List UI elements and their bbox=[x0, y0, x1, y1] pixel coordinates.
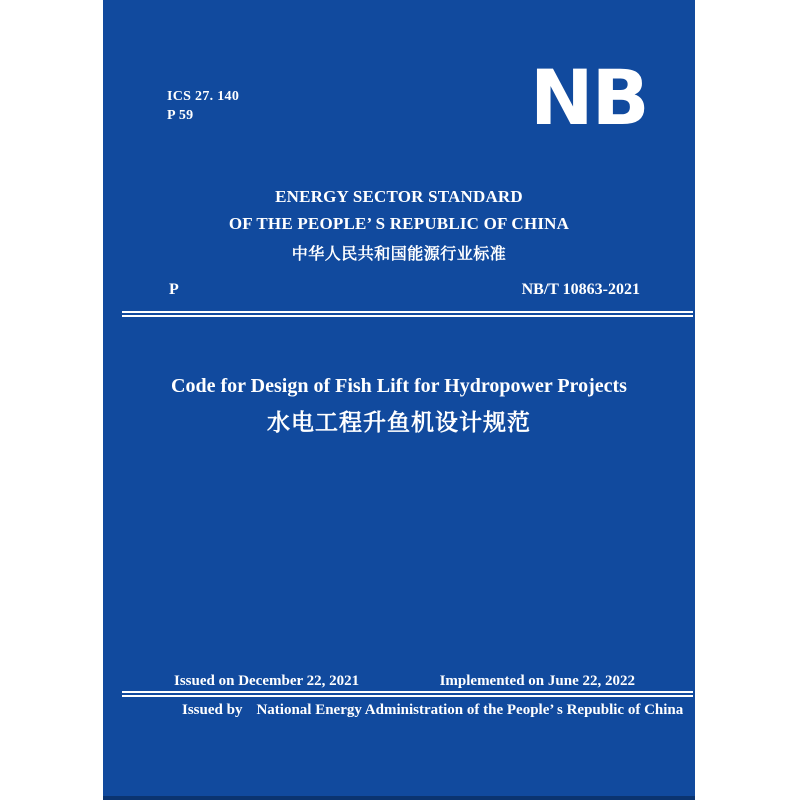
doc-class-letter: P bbox=[169, 281, 179, 298]
double-rule-top bbox=[122, 311, 693, 317]
implemented-date: Implemented on June 22, 2022 bbox=[439, 673, 635, 689]
dates-row bbox=[174, 673, 635, 690]
nb-logo: NB bbox=[530, 53, 648, 142]
issued-date: Issued on December 22, 2021 bbox=[174, 673, 360, 689]
p-classification-code: P 59 bbox=[167, 108, 194, 123]
issued-by-label: Issued by bbox=[182, 702, 243, 718]
standard-number: NB/T 10863-2021 bbox=[521, 281, 640, 298]
classification-codes bbox=[167, 87, 239, 125]
header-chinese: 中华人民共和国能源行业标准 bbox=[291, 246, 507, 263]
header-english-line1: ENERGY SECTOR STANDARD bbox=[275, 187, 523, 206]
ics-code: ICS 27. 140 bbox=[167, 89, 240, 104]
standard-header bbox=[103, 183, 695, 265]
header-english-line2: OF THE PEOPLE’ S REPUBLIC OF CHINA bbox=[228, 214, 570, 233]
issuer-row bbox=[182, 702, 695, 719]
double-rule-bottom bbox=[122, 691, 693, 697]
standard-cover bbox=[103, 0, 695, 800]
cover-bottom-edge bbox=[103, 796, 695, 800]
standard-number-row bbox=[169, 281, 640, 299]
title-chinese: 水电工程升鱼机设计规范 bbox=[267, 409, 531, 435]
issued-by-value: National Energy Administration of the People’ s Republic of China bbox=[256, 702, 684, 718]
title-english: Code for Design of Fish Lift for Hydropower Projects bbox=[171, 375, 627, 397]
